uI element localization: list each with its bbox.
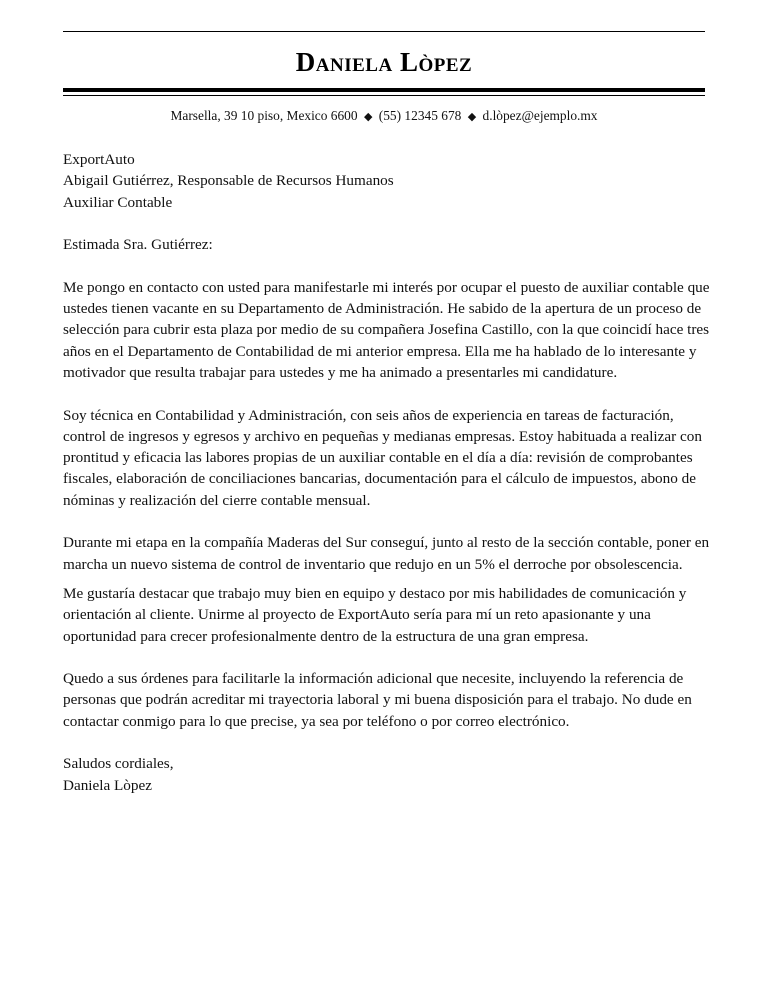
greeting: Estimada Sra. Gutiérrez: (63, 236, 213, 254)
sender-name: Daniela Lòpez (295, 47, 473, 77)
signature: Daniela Lòpez (63, 776, 152, 794)
paragraph-2: Soy técnica en Contabilidad y Administración, con seis años de experiencia en tareas de facturación, control de ingresos y egresos y archivo en pequeñas y medianas empresas. Estoy habituada a realizar con prontitud y eficacia las labores propias de un auxiliar contable en el día a día: revisión de comprobantes fiscales, elaboración de conciliaciones bancarias, documentación para el cálculo de impuestos, abono de nóminas y realización del cierre contable mensual. (63, 406, 702, 509)
paragraph-4: Me gustaría destacar que trabajo muy bien en equipo y destaco por mis habilidades de comunicación y orientación al cliente. Unirme al proyecto de ExportAuto sería para mí un reto apasionante y una oportunidad para crecer profesionalmente dentro de la estructura de una gran empresa. (63, 584, 687, 645)
sender-email: d.lòpez@ejemplo.mx (482, 108, 598, 123)
closing: Saludos cordiales, (63, 755, 174, 773)
sender-address: Marsella, 39 10 piso, Mexico 6600 (170, 108, 358, 123)
paragraph-3: Durante mi etapa en la compañía Maderas del Sur conseguí, junto al resto de la sección contable, poner en marcha un nuevo sistema de control de inventario que redujo en un 5% el derroche por obsolescencia. (63, 534, 710, 573)
thick-rule (63, 88, 705, 92)
diamond-separator-icon: ◆ (363, 111, 373, 123)
recipient-position: Auxiliar Contable (63, 193, 173, 211)
sender-phone: (55) 12345 678 (378, 108, 462, 123)
contact-line (63, 107, 705, 126)
letter-body (63, 149, 715, 796)
paragraph-5: Quedo a sus órdenes para facilitarle la información adicional que necesite, incluyendo la referencia de personas que podrán acreditar mi trayectoria laboral y mi buena disposición para el trabajo. No dude en contactar conmigo para lo que precise, ya sea por teléfono o por correo electrónico. (63, 670, 692, 730)
paragraph-1: Me pongo en contacto con usted para manifestarle mi interés por ocupar el puesto de auxiliar contable que ustedes tienen vacante en su Departamento de Administración. He sabido de la apertura de un proceso de selección para cubrir esta plaza por medio de su compañera Josefina Castillo, con la que coincidí hace tres años en el Departamento de Contabilidad de mi anterior empresa. Ella me ha hablado de lo interesante y motivador que resulta trabajar para ustedes y me ha animado a presentarles mi candidature. (63, 278, 710, 381)
recipient-company: ExportAuto (63, 151, 135, 168)
top-rule (63, 31, 705, 32)
recipient-contact: Abigail Gutiérrez, Responsable de Recursos Humanos (63, 172, 394, 190)
thin-rule (63, 95, 705, 96)
diamond-separator-icon: ◆ (467, 111, 477, 123)
